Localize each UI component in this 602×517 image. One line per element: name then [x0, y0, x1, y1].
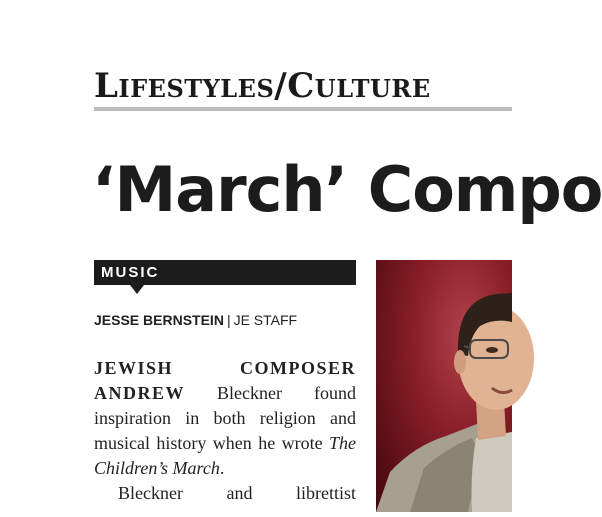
body-lead-text: Bleckner found inspiration in both religion and musical history when he wrote	[94, 383, 357, 453]
article-body	[94, 356, 356, 506]
ear-shape	[454, 350, 466, 374]
portrait-photo-icon	[376, 260, 512, 512]
category-pointer-icon	[130, 285, 144, 294]
body-lead-in: JEWISH COMPOSER ANDREW	[94, 358, 356, 403]
category-label: MUSIC	[101, 264, 160, 281]
article-headline: ‘March’ Compo	[92, 153, 602, 226]
composer-photo	[376, 260, 512, 512]
byline-affiliation: JE STAFF	[233, 312, 298, 328]
byline	[94, 311, 297, 329]
eye-shape	[486, 347, 498, 353]
byline-author: JESSE BERNSTEIN	[94, 312, 224, 328]
category-banner	[94, 260, 356, 285]
byline-separator: |	[226, 312, 231, 328]
body-lead-end: .	[219, 458, 225, 478]
shirt-shape	[472, 432, 513, 512]
body-paragraph-2: Bleckner and librettist	[118, 483, 356, 503]
section-divider	[94, 107, 512, 111]
body-paragraph-1	[94, 356, 356, 481]
section-title: Lifestyles/Culture	[94, 66, 431, 106]
body-work-title: The Children’s March	[94, 433, 357, 478]
